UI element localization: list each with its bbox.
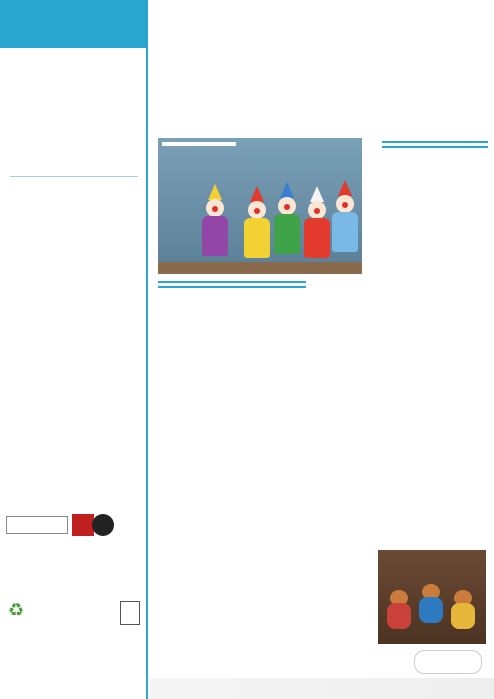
future-logo bbox=[72, 514, 94, 536]
tweet-box bbox=[310, 238, 376, 260]
clowns-caption bbox=[162, 142, 236, 146]
pattern-speech-bubble bbox=[414, 650, 482, 674]
clown-figure bbox=[270, 182, 304, 260]
heading-serious-about-clowns bbox=[158, 281, 306, 283]
divider bbox=[10, 176, 138, 177]
masthead-banner bbox=[0, 0, 148, 48]
clown-figure bbox=[198, 184, 232, 262]
bears-photo bbox=[378, 550, 486, 644]
future-jobs-box[interactable] bbox=[6, 516, 68, 534]
logos-row bbox=[6, 512, 142, 546]
bear-figure bbox=[448, 590, 478, 630]
recycle-icon: ♻ bbox=[8, 600, 25, 620]
heading-pattern-quest bbox=[382, 141, 488, 143]
footer-strip bbox=[150, 678, 494, 699]
bear-figure bbox=[384, 590, 414, 630]
tweet-body bbox=[310, 241, 376, 260]
fsc-logo bbox=[120, 601, 140, 625]
bear-figure bbox=[416, 584, 446, 624]
clown-figure bbox=[240, 186, 274, 264]
abc-logo bbox=[92, 514, 114, 536]
letters-column-c bbox=[382, 138, 488, 150]
recycle-block bbox=[8, 600, 140, 636]
heading-non-plussed bbox=[158, 286, 306, 288]
heading-goldilocks-beware bbox=[382, 146, 488, 148]
letters-column-a bbox=[158, 278, 306, 290]
masthead-column bbox=[0, 0, 148, 699]
